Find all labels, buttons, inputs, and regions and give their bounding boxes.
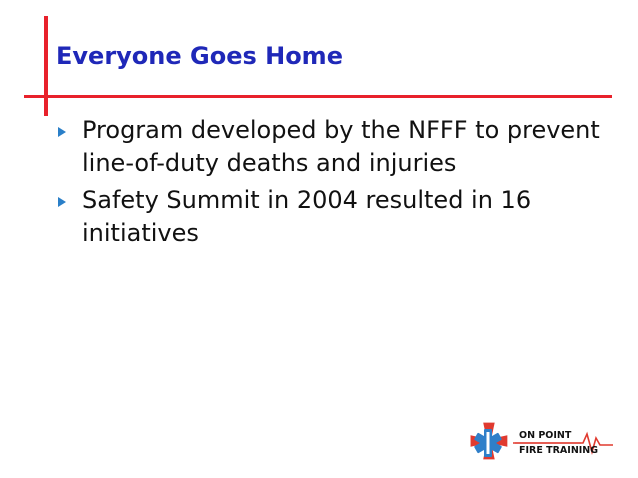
- bullet-text: Program developed by the NFFF to prevent line-of-duty deaths and injuries: [82, 116, 600, 177]
- on-point-logo: [455, 412, 615, 474]
- bullet-list: [58, 114, 618, 254]
- accent-horizontal-line: [24, 95, 612, 98]
- triangle-bullet-icon: [58, 197, 66, 207]
- slide-title: Everyone Goes Home: [56, 42, 343, 70]
- accent-vertical-line: [44, 16, 48, 116]
- bullet-item: [58, 184, 618, 250]
- logo-text-line2: FIRE TRAINING: [519, 445, 599, 456]
- logo-text-line1: ON POINT: [519, 430, 572, 441]
- triangle-bullet-icon: [58, 127, 66, 137]
- bullet-text: Safety Summit in 2004 resulted in 16 initiatives: [82, 186, 532, 247]
- maltese-cross-star-of-life-icon: [455, 412, 615, 474]
- bullet-item: [58, 114, 618, 180]
